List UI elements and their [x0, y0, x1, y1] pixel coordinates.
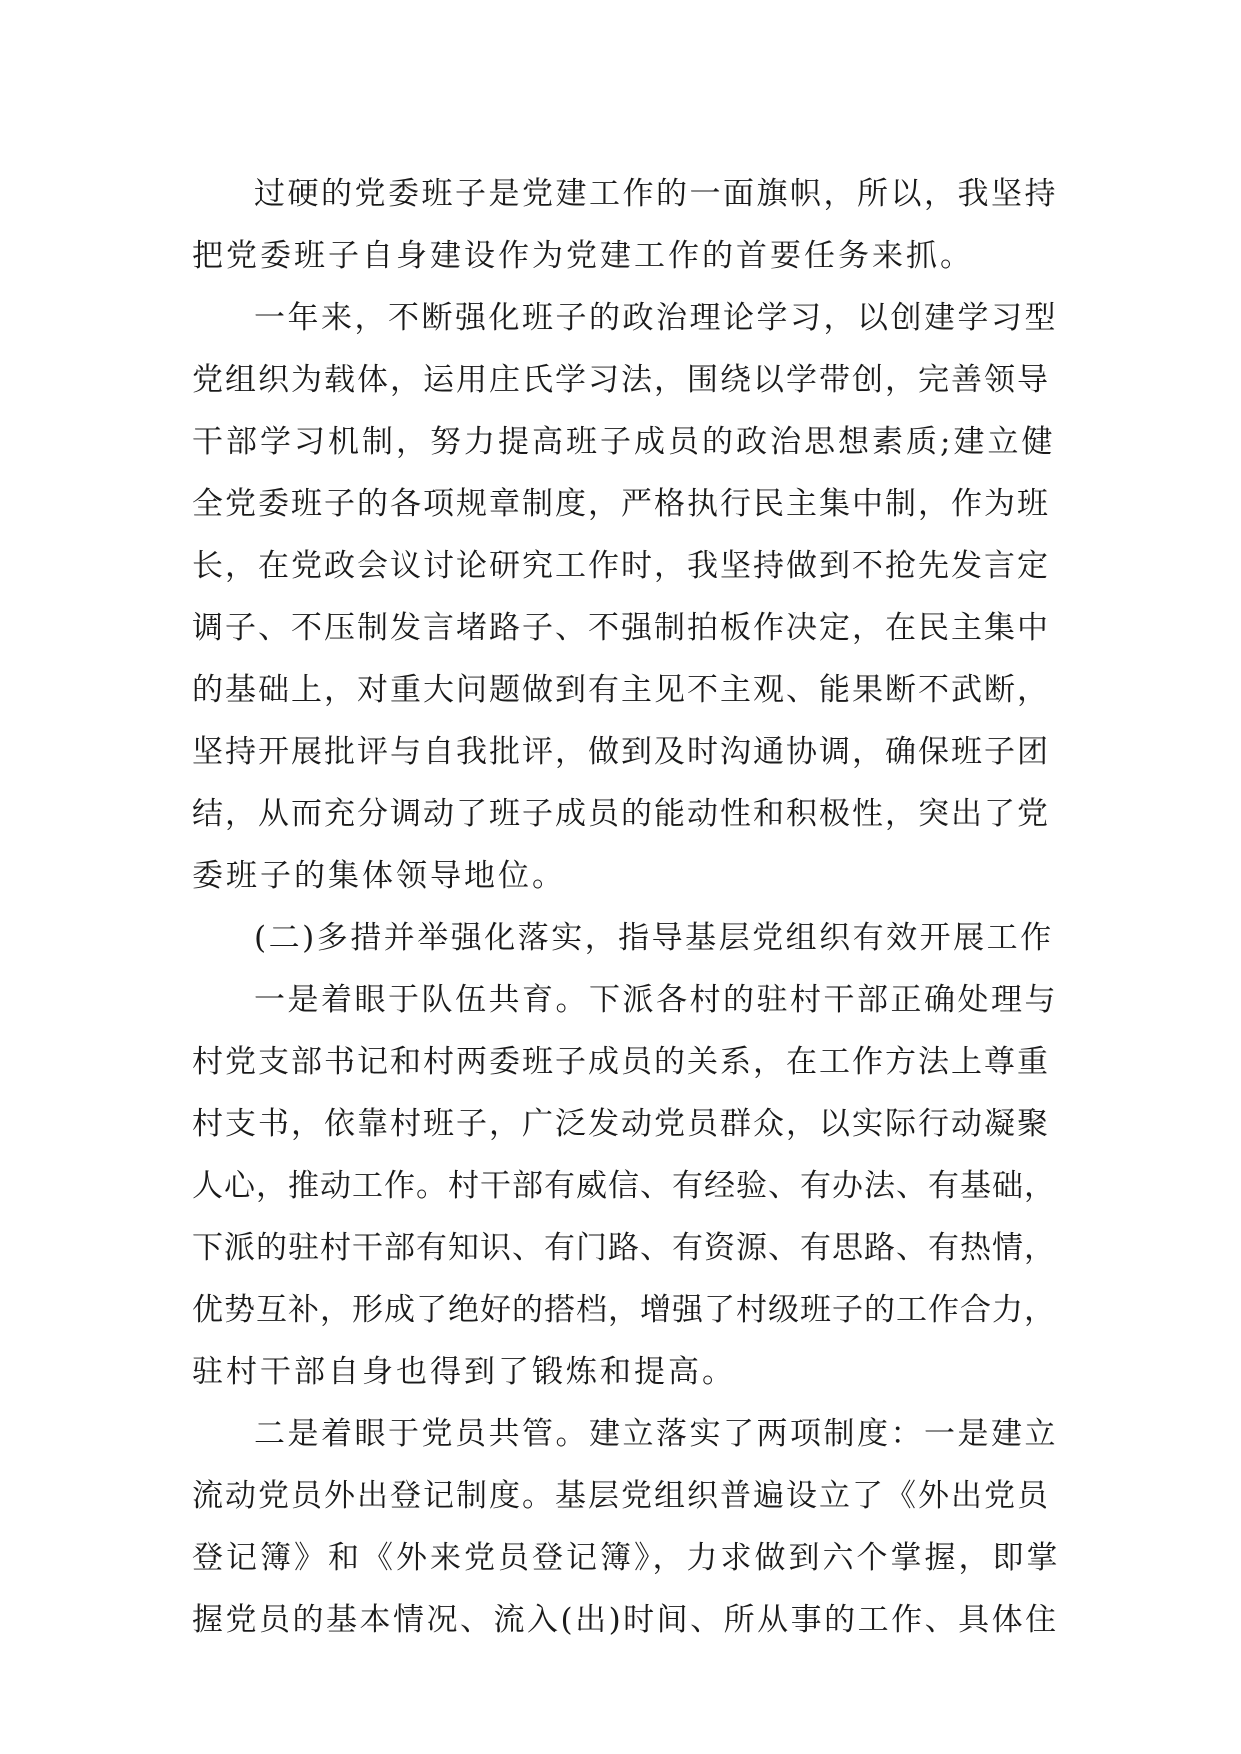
text-line: 人心，推动工作。村干部有威信、有经验、有办法、有基础， — [192, 1168, 1056, 1204]
text-line: 结，从而充分调动了班子成员的能动性和积极性，突出了党 — [192, 796, 1050, 832]
text-line: 登记簿》和《外来党员登记簿》，力求做到六个掌握，即掌 — [192, 1540, 1061, 1576]
text-line: 过硬的党委班子是党建工作的一面旗帜，所以，我坚持 — [254, 176, 1058, 212]
text-line: 长，在党政会议讨论研究工作时，我坚持做到不抢先发言定 — [192, 548, 1050, 584]
text-line: 二是着眼于党员共管。建立落实了两项制度：一是建立 — [254, 1416, 1058, 1452]
text-line: 村党支部书记和村两委班子成员的关系，在工作方法上尊重 — [192, 1044, 1050, 1080]
text-line: 全党委班子的各项规章制度，严格执行民主集中制，作为班 — [192, 486, 1050, 522]
text-line: 的基础上，对重大问题做到有主见不主观、能果断不武断， — [192, 672, 1050, 708]
text-line: 委班子的集体领导地位。 — [192, 858, 566, 894]
text-line: 优势互补，形成了绝好的搭档，增强了村级班子的工作合力， — [192, 1292, 1056, 1328]
text-line: 村支书，依靠村班子，广泛发动党员群众，以实际行动凝聚 — [192, 1106, 1050, 1142]
text-line: 把党委班子自身建设作为党建工作的首要任务来抓。 — [192, 238, 974, 274]
text-line: 握党员的基本情况、流入(出)时间、所从事的工作、具体住 — [192, 1602, 1059, 1638]
text-line: 一是着眼于队伍共育。下派各村的驻村干部正确处理与 — [254, 982, 1058, 1018]
text-line: 坚持开展批评与自我批评，做到及时沟通协调，确保班子团 — [192, 734, 1050, 770]
text-line: 调子、不压制发言堵路子、不强制拍板作决定，在民主集中 — [192, 610, 1050, 646]
text-line: 党组织为载体，运用庄氏学习法，围绕以学带创，完善领导 — [192, 362, 1050, 398]
text-line: 干部学习机制，努力提高班子成员的政治思想素质;建立健 — [192, 424, 1056, 460]
document-body — [192, 163, 1062, 1651]
text-line: 下派的驻村干部有知识、有门路、有资源、有思路、有热情， — [192, 1230, 1056, 1266]
text-line: 流动党员外出登记制度。基层党组织普遍设立了《外出党员 — [192, 1478, 1050, 1514]
text-line: 驻村干部自身也得到了锻炼和提高。 — [192, 1354, 736, 1390]
text-line: (二)多措并举强化落实，指导基层党组织有效开展工作 — [254, 920, 1054, 956]
text-line: 一年来，不断强化班子的政治理论学习，以创建学习型 — [254, 300, 1058, 336]
